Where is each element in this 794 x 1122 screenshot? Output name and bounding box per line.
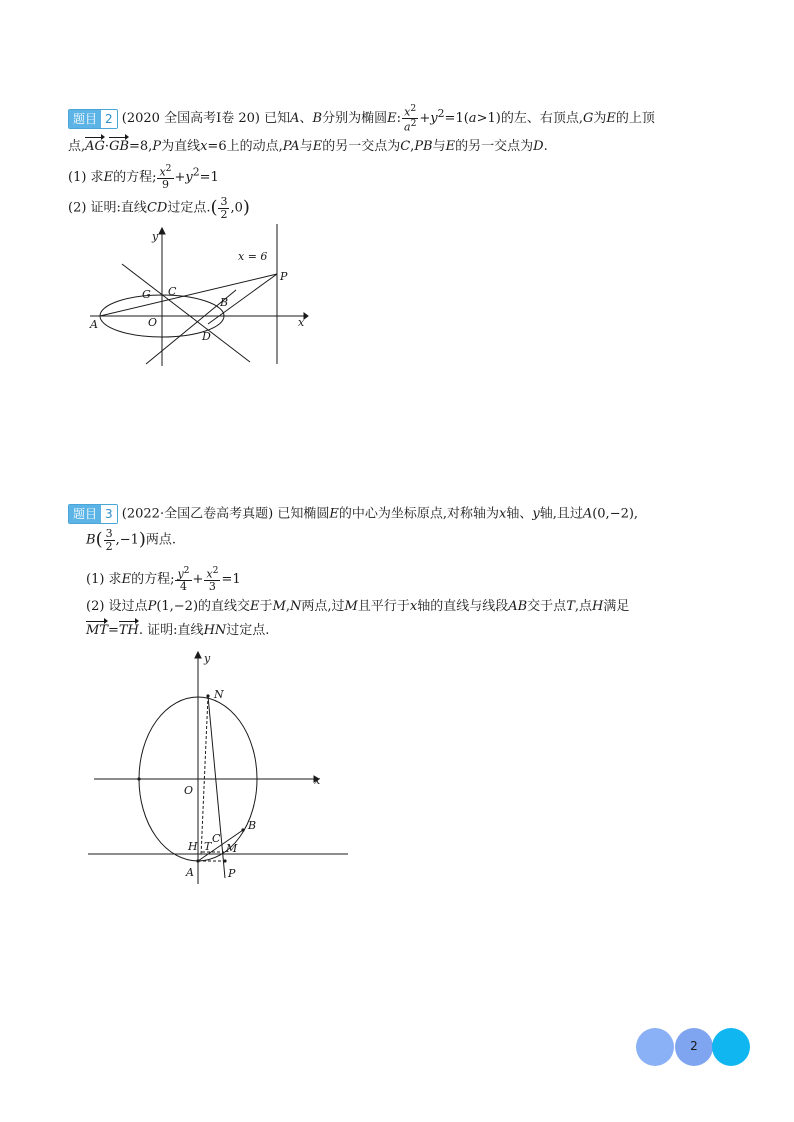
page-number: 2 xyxy=(690,1039,698,1053)
problem-3-tag: 题目 3 xyxy=(68,504,118,524)
label-G: G xyxy=(142,288,151,301)
point-left-vertex xyxy=(137,777,140,780)
label-M: M xyxy=(226,842,238,855)
label-y: y xyxy=(152,230,159,243)
label-B: B xyxy=(220,296,229,309)
problem-2-figure xyxy=(86,224,316,370)
label-T: T xyxy=(204,840,212,853)
y-axis-arrow xyxy=(159,228,165,234)
point-A xyxy=(196,859,199,862)
problem-2-q2: (2) 证明:直线CD过定点.( $\frac{3}{2}$ ,0) xyxy=(68,195,250,221)
problem-3-q2-line-2: MT=TH. 证明:直线HN过定点. xyxy=(86,623,270,638)
line-A-C-D xyxy=(122,264,250,362)
label-C: C xyxy=(212,832,221,845)
label-x-eq-6: x = 6 xyxy=(238,250,268,263)
problem-2-tag: 题目 2 xyxy=(68,109,118,129)
page-number-badge xyxy=(636,1028,752,1066)
label-O: O xyxy=(148,316,158,329)
point-N xyxy=(206,694,209,697)
label-H: H xyxy=(188,840,198,853)
point-B xyxy=(241,828,244,831)
problem-2-line-1: 题目 2 (2020 全国高考Ⅰ卷 20) 已知A、B分别为椭圆E: $\frac{x^2}{a^2}$ $+y^2=1(a>1)$的左、右顶点,G为E的上顶 xyxy=(68,104,655,133)
page-circle-left xyxy=(636,1028,674,1066)
x-axis-arrow xyxy=(304,313,308,319)
line-HN-dashed xyxy=(201,696,208,856)
label-B: B xyxy=(248,819,257,832)
problem-3-q1: (1) 求E的方程; $\frac{y^2}{4}$ + $\frac{x^2}{3}$ =1 xyxy=(86,565,241,594)
problem-2-source: (2020 全国高考Ⅰ卷 20) xyxy=(121,111,260,127)
label-A: A xyxy=(186,866,194,879)
y-axis-arrow xyxy=(195,652,201,658)
problem-3-line-2: B( $\frac{3}{2}$ ,−1)两点. xyxy=(86,527,177,553)
label-P: P xyxy=(228,867,236,880)
point-P xyxy=(223,859,226,862)
label-C: C xyxy=(168,285,177,298)
problem-2-q1: (1) 求E的方程; $\frac{x^2}{9}$ $+y^2=1$ xyxy=(68,163,219,192)
label-A: A xyxy=(90,318,98,331)
problem-3-q2-line-1: (2) 设过点P(1,−2)的直线交E于M,N两点,过M且平行于x轴的直线与线段AB交于点T,点H满足 xyxy=(86,599,630,614)
page-circle-middle xyxy=(675,1028,713,1066)
label-x: x xyxy=(298,316,305,329)
label-N: N xyxy=(214,688,224,701)
problem-3-figure xyxy=(88,648,350,888)
label-x: x xyxy=(314,774,321,787)
label-D: D xyxy=(202,330,211,343)
label-O: O xyxy=(184,784,194,797)
problem-2-line-2: 点,AG·GB=8,P为直线x=6上的动点,PA与E的另一交点为C,PB与E的另一交点为D. xyxy=(68,139,548,154)
problem-3-source: (2022·全国乙卷高考真题) xyxy=(121,506,274,522)
label-P: P xyxy=(280,270,288,283)
page-circle-right xyxy=(712,1028,750,1066)
line-PA xyxy=(100,274,277,316)
problem-3-line-1: 题目 3 (2022·全国乙卷高考真题) 已知椭圆E的中心为坐标原点,对称轴为x轴、y轴,且过A(0,−2), xyxy=(68,504,638,524)
label-y: y xyxy=(204,652,211,665)
